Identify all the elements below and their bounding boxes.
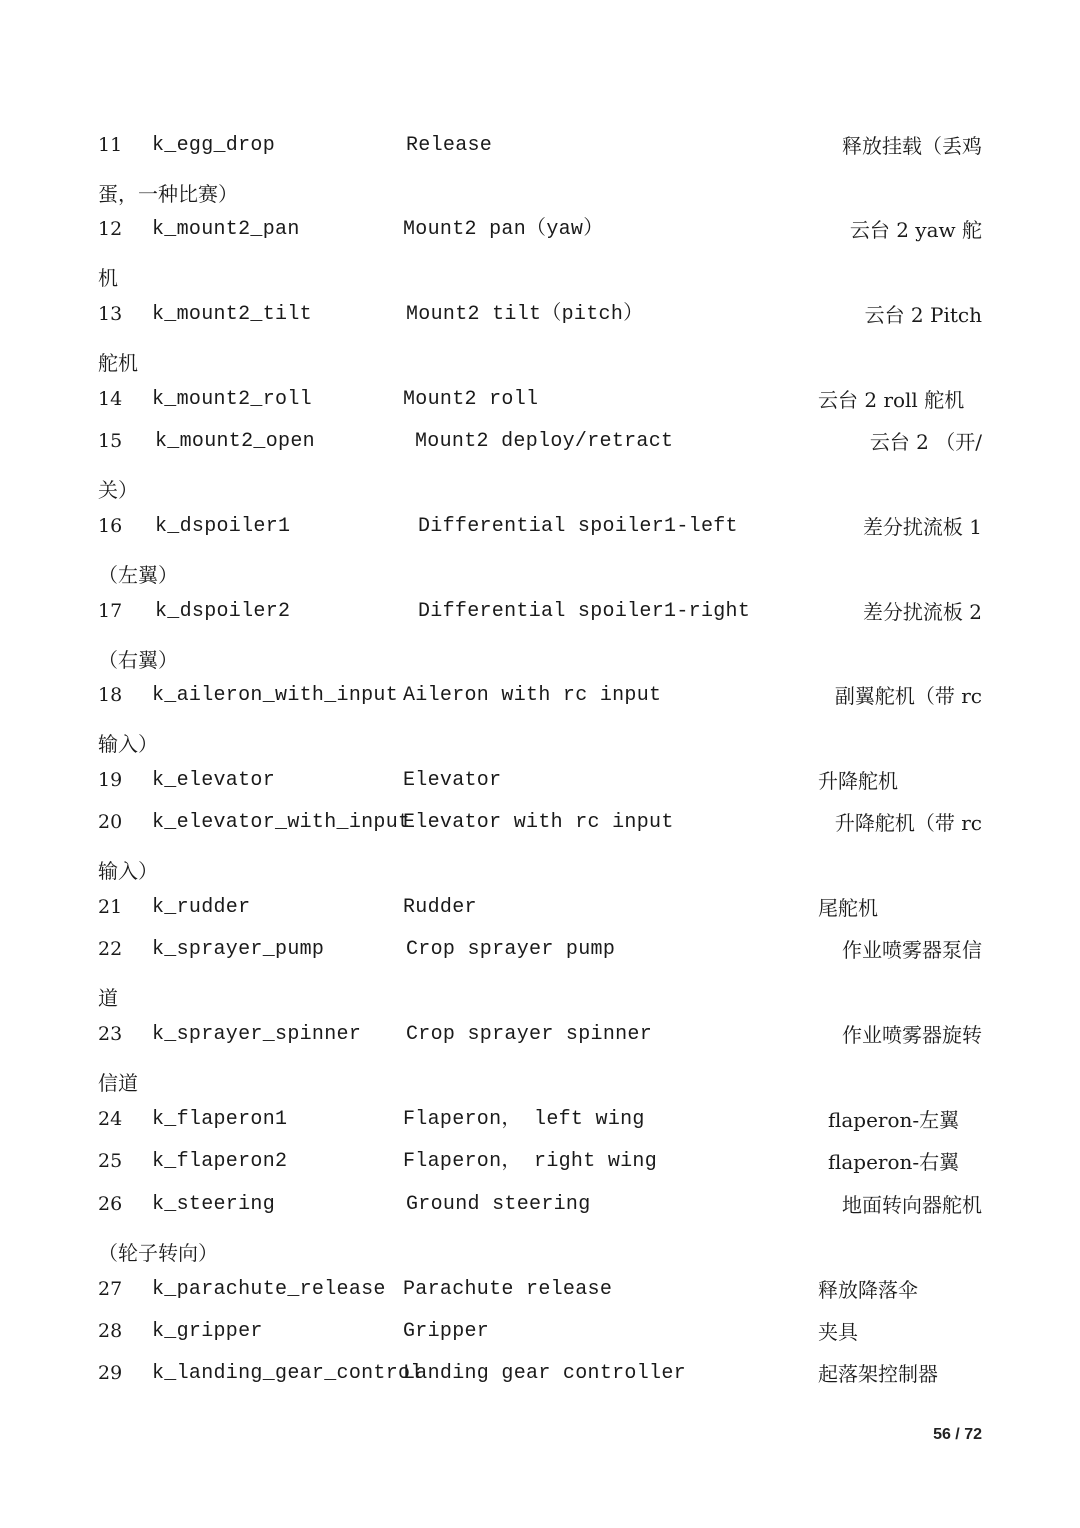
- row-number: 21: [98, 896, 123, 918]
- table-row: [0, 1195, 1080, 1237]
- function-name: k_mount2_pan: [152, 218, 300, 241]
- chinese-description: 释放降落伞: [818, 1278, 918, 1302]
- row-number: 14: [98, 388, 123, 410]
- chinese-description-continued: 输入）: [98, 859, 158, 883]
- chinese-description: 作业喷雾器旋转: [842, 1023, 982, 1047]
- row-number: 22: [98, 938, 123, 960]
- function-description: Flaperon， right wing: [403, 1150, 658, 1173]
- function-name: k_rudder: [152, 896, 251, 919]
- table-row: [0, 1110, 1080, 1152]
- function-name: k_gripper: [152, 1320, 263, 1343]
- row-number: 12: [98, 218, 123, 240]
- function-name: k_parachute_release: [152, 1278, 386, 1301]
- row-number: 25: [98, 1150, 123, 1172]
- function-name: k_mount2_roll: [152, 388, 312, 411]
- function-name: k_egg_drop: [152, 134, 276, 157]
- chinese-description: 尾舵机: [818, 896, 878, 920]
- table-row: [0, 813, 1080, 855]
- table-row: [0, 1152, 1080, 1194]
- table-row: [0, 940, 1080, 982]
- row-number: 26: [98, 1193, 123, 1215]
- function-name: k_landing_gear_control: [152, 1362, 423, 1385]
- page-number: 56 / 72: [933, 1426, 982, 1443]
- chinese-description: 释放挂载（丢鸡: [842, 134, 982, 158]
- chinese-description-continued: 蛋，一种比赛）: [98, 182, 238, 206]
- row-number: 13: [98, 303, 123, 325]
- row-number: 29: [98, 1362, 123, 1384]
- function-description: Rudder: [403, 896, 477, 919]
- chinese-description: 升降舵机: [818, 769, 898, 793]
- function-description: Elevator with rc input: [403, 811, 674, 834]
- chinese-description: flaperon-右翼: [828, 1150, 960, 1174]
- chinese-description-continued: 道: [98, 986, 118, 1010]
- row-number: 24: [98, 1108, 123, 1130]
- function-description: Flaperon， left wing: [403, 1108, 645, 1131]
- table-row: [0, 220, 1080, 262]
- function-name: k_elevator_with_input: [152, 811, 411, 834]
- table-row: [0, 602, 1080, 644]
- row-number: 19: [98, 769, 123, 791]
- table-row: [0, 1364, 1080, 1406]
- function-description: Crop sprayer spinner: [406, 1023, 653, 1046]
- function-name: k_dspoiler1: [155, 515, 291, 538]
- table-row: [0, 305, 1080, 347]
- function-name: k_mount2_open: [155, 430, 315, 453]
- chinese-description: 夹具: [818, 1320, 858, 1344]
- function-description: Mount2 roll: [403, 388, 539, 411]
- function-name: k_dspoiler2: [155, 600, 291, 623]
- table-row: [0, 686, 1080, 728]
- function-description: Gripper: [403, 1320, 490, 1343]
- row-number: 18: [98, 684, 123, 706]
- function-description: Mount2 deploy/retract: [415, 430, 674, 453]
- row-number: 28: [98, 1320, 123, 1342]
- table-row: [0, 390, 1080, 432]
- table-row: [0, 771, 1080, 813]
- row-number: 20: [98, 811, 123, 833]
- chinese-description: 云台 2 Pitch: [864, 303, 982, 327]
- row-number: 23: [98, 1023, 123, 1045]
- table-row: [0, 898, 1080, 940]
- table-row: [0, 432, 1080, 474]
- chinese-description: 副翼舵机（带 rc: [834, 684, 982, 708]
- function-name: k_aileron_with_input: [152, 684, 399, 707]
- chinese-description: 云台 2 roll 舵机: [818, 388, 965, 412]
- table-row: [0, 1025, 1080, 1067]
- function-description: Parachute release: [403, 1278, 613, 1301]
- function-description: Ground steering: [406, 1193, 591, 1216]
- chinese-description-continued: 机: [98, 266, 118, 290]
- function-description: Crop sprayer pump: [406, 938, 616, 961]
- function-description: Release: [406, 134, 493, 157]
- chinese-description: flaperon-左翼: [828, 1108, 960, 1132]
- chinese-description-continued: 舵机: [98, 351, 138, 375]
- chinese-description-continued: 信道: [98, 1071, 138, 1095]
- chinese-description: 差分扰流板 2: [862, 600, 982, 624]
- chinese-description-continued: 关）: [98, 478, 138, 502]
- row-number: 17: [98, 600, 123, 622]
- function-name: k_sprayer_spinner: [152, 1023, 362, 1046]
- chinese-description: 作业喷雾器泵信: [842, 938, 982, 962]
- row-number: 27: [98, 1278, 123, 1300]
- function-description: Aileron with rc input: [403, 684, 662, 707]
- chinese-description: 地面转向器舵机: [842, 1193, 982, 1217]
- function-name: k_mount2_tilt: [152, 303, 312, 326]
- function-description: Landing gear controller: [403, 1362, 686, 1385]
- chinese-description-continued: （左翼）: [98, 563, 178, 587]
- function-description: Mount2 tilt（pitch）: [406, 303, 644, 326]
- chinese-description: 起落架控制器: [818, 1362, 938, 1386]
- chinese-description: 升降舵机（带 rc: [834, 811, 982, 835]
- function-description: Elevator: [403, 769, 502, 792]
- function-name: k_flaperon2: [152, 1150, 288, 1173]
- function-description: Differential spoiler1-right: [418, 600, 751, 623]
- table-row: [0, 1280, 1080, 1322]
- row-number: 15: [98, 430, 123, 452]
- chinese-description-continued: 输入）: [98, 732, 158, 756]
- row-number: 16: [98, 515, 123, 537]
- chinese-description: 云台 2 （开/: [869, 430, 982, 454]
- table-row: [0, 1322, 1080, 1364]
- function-name: k_steering: [152, 1193, 276, 1216]
- chinese-description: 差分扰流板 1: [862, 515, 982, 539]
- chinese-description-continued: （轮子转向）: [98, 1241, 218, 1265]
- chinese-description-continued: （右翼）: [98, 648, 178, 672]
- function-name: k_elevator: [152, 769, 276, 792]
- function-description: Differential spoiler1-left: [418, 515, 738, 538]
- table-row: [0, 517, 1080, 559]
- table-row: [0, 136, 1080, 178]
- function-name: k_sprayer_pump: [152, 938, 325, 961]
- row-number: 11: [98, 134, 123, 156]
- function-description: Mount2 pan（yaw）: [403, 218, 604, 241]
- chinese-description: 云台 2 yaw 舵: [849, 218, 982, 242]
- function-name: k_flaperon1: [152, 1108, 288, 1131]
